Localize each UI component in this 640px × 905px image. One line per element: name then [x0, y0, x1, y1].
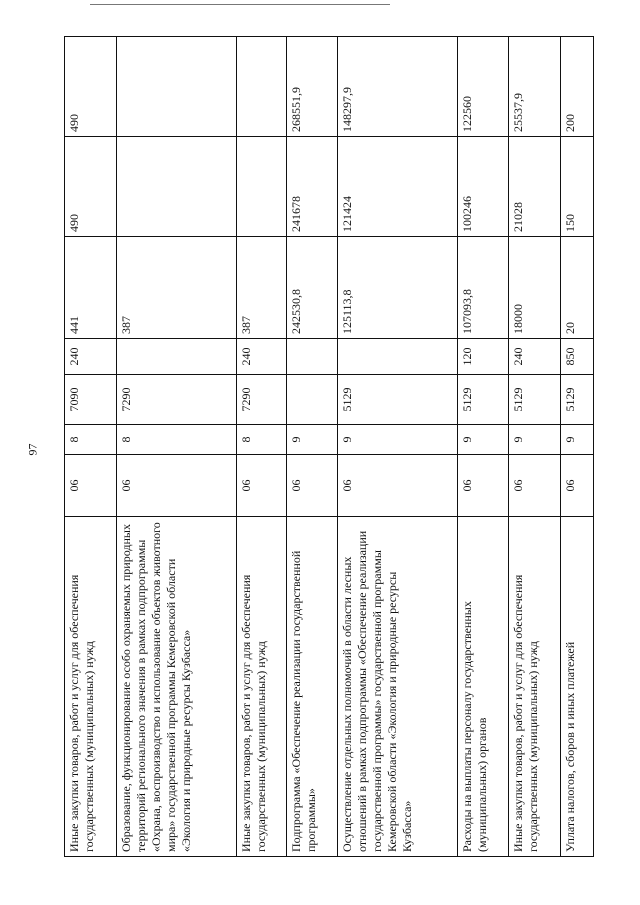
table-row	[117, 37, 237, 857]
value-year-3	[237, 37, 287, 137]
section-code: 06	[458, 455, 509, 517]
row-name: Иные закупки товаров, работ и услуг для обеспечения государственных (муниципальных) нужд	[65, 517, 117, 857]
value-year-3: 148297,9	[338, 37, 458, 137]
table-row	[458, 37, 509, 857]
expense-type-code	[117, 339, 237, 375]
subprogram-code: 8	[65, 425, 117, 455]
section-code: 06	[509, 455, 560, 517]
expense-type-code: 120	[458, 339, 509, 375]
value-year-3	[117, 37, 237, 137]
value-year-1: 242530,8	[287, 237, 338, 339]
value-year-2: 490	[65, 137, 117, 237]
value-year-3: 25537,9	[509, 37, 560, 137]
table-row	[509, 37, 560, 857]
expense-type-code: 850	[560, 339, 593, 375]
section-code: 06	[237, 455, 287, 517]
target-code: 5129	[560, 375, 593, 425]
subprogram-code: 8	[237, 425, 287, 455]
section-code: 06	[117, 455, 237, 517]
table-row	[65, 37, 117, 857]
value-year-2: 241678	[287, 137, 338, 237]
value-year-1: 18000	[509, 237, 560, 339]
subprogram-code: 9	[560, 425, 593, 455]
value-year-2	[117, 137, 237, 237]
value-year-2: 121424	[338, 137, 458, 237]
expense-type-code: 240	[65, 339, 117, 375]
table-row	[560, 37, 593, 857]
value-year-1: 20	[560, 237, 593, 339]
section-code: 06	[287, 455, 338, 517]
subprogram-code: 9	[338, 425, 458, 455]
subprogram-code: 9	[458, 425, 509, 455]
expense-type-code	[338, 339, 458, 375]
row-name: Подпрограмма «Обеспечение реализации государственной программы»	[287, 517, 338, 857]
value-year-1: 125113,8	[338, 237, 458, 339]
value-year-3: 490	[65, 37, 117, 137]
target-code: 5129	[458, 375, 509, 425]
row-name: Иные закупки товаров, работ и услуг для обеспечения государственных (муниципальных) нужд	[509, 517, 560, 857]
subprogram-code: 9	[509, 425, 560, 455]
row-name: Уплата налогов, сборов и иных платежей	[560, 517, 593, 857]
value-year-3: 122560	[458, 37, 509, 137]
value-year-2: 100246	[458, 137, 509, 237]
table-row	[287, 37, 338, 857]
value-year-2	[237, 137, 287, 237]
section-code: 06	[560, 455, 593, 517]
value-year-1: 107093,8	[458, 237, 509, 339]
value-year-1: 441	[65, 237, 117, 339]
target-code: 5129	[338, 375, 458, 425]
top-rule	[90, 4, 390, 5]
expense-type-code: 240	[509, 339, 560, 375]
table-row	[237, 37, 287, 857]
row-name: Образование, функционирование особо охраняемых природных территорий регионального значения в рамках подпрограммы «Охрана, воспроизводство и использование объектов животного мира» государственной программы Кемеровской области «Экология и природные ресурсы Кузбасса»	[117, 517, 237, 857]
row-name: Осуществление отдельных полномочий в области лесных отношений в рамках подпрограммы «Обеспечение реализации государственной программы» государственной программы Кемеровской области «Экология и природные ресурсы Кузбасса»	[338, 517, 458, 857]
table-row	[338, 37, 458, 857]
target-code: 7290	[117, 375, 237, 425]
target-code: 7290	[237, 375, 287, 425]
budget-table	[64, 36, 594, 857]
subprogram-code: 9	[287, 425, 338, 455]
value-year-1: 387	[237, 237, 287, 339]
section-code: 06	[65, 455, 117, 517]
value-year-2: 21028	[509, 137, 560, 237]
target-code: 5129	[509, 375, 560, 425]
rotated-table-wrapper	[64, 37, 594, 857]
expense-type-code	[287, 339, 338, 375]
target-code: 7090	[65, 375, 117, 425]
row-name: Расходы на выплаты персоналу государственных (муниципальных) органов	[458, 517, 509, 857]
subprogram-code: 8	[117, 425, 237, 455]
row-name: Иные закупки товаров, работ и услуг для обеспечения государственных (муниципальных) нужд	[237, 517, 287, 857]
page-number: 97	[25, 443, 40, 456]
value-year-2: 150	[560, 137, 593, 237]
value-year-1: 387	[117, 237, 237, 339]
expense-type-code: 240	[237, 339, 287, 375]
value-year-3: 200	[560, 37, 593, 137]
section-code: 06	[338, 455, 458, 517]
value-year-3: 268551,9	[287, 37, 338, 137]
target-code	[287, 375, 338, 425]
